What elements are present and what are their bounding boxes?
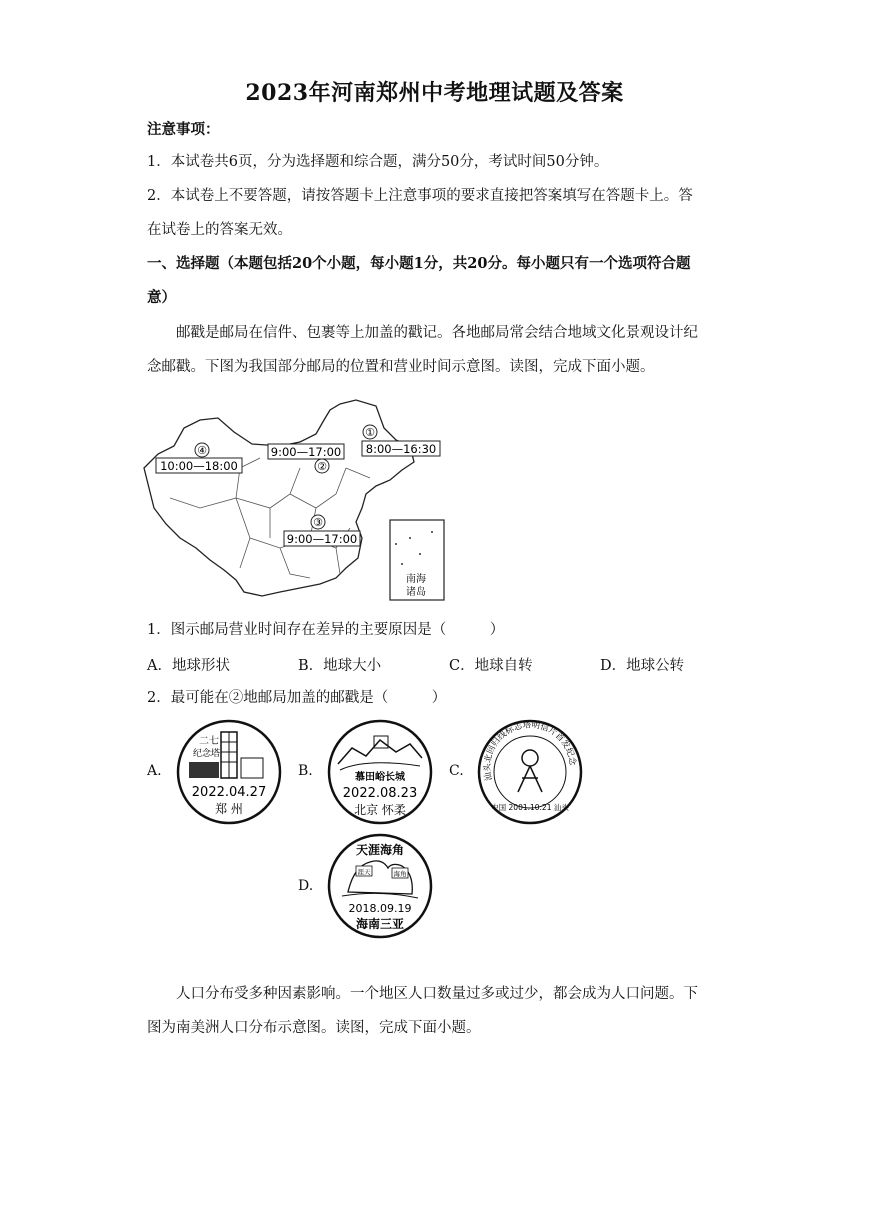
q1-option-a: A．地球形状 — [147, 658, 230, 674]
point-4-time: 10:00—18:00 — [160, 459, 238, 473]
inset-label-b: 诸岛 — [406, 587, 426, 598]
stamp-c-bottom: 中国 2001.10.21 汕头 — [491, 803, 569, 812]
stamp-b — [326, 718, 434, 826]
notice-item-1: 1．本试卷共6页，分为选择题和综合题，满分50分，考试时间50分钟。 — [147, 154, 609, 170]
notice-item-2b: 在试卷上的答案无效。 — [147, 222, 292, 238]
q1-option-c: C．地球自转 — [449, 658, 533, 674]
page-title: 2023年河南郑州中考地理试题及答案 — [245, 80, 624, 106]
section1-heading-b: 意） — [147, 289, 176, 306]
point-2-marker: ② — [317, 460, 327, 473]
notice-item-2a: 2．本试卷上不要答题，请按答题卡上注意事项的要求直接把答案填写在答题卡上。答 — [147, 188, 693, 204]
stamp-c-ring: 汕头北回归线标志塔明信片首发纪念 — [482, 720, 578, 782]
stamp-d-left: 涯天 — [357, 868, 371, 876]
point-1-marker: ① — [365, 426, 375, 439]
q2-label-a: A. — [147, 763, 162, 779]
stamp-a-place: 郑 州 — [215, 802, 243, 816]
stamp-d-place: 海南三亚 — [355, 917, 405, 931]
stamp-b-date: 2022.08.23 — [342, 786, 418, 801]
intro1-line1: 邮戳是邮局在信件、包裹等上加盖的戳记。各地邮局常会结合地域文化景观设计纪 — [176, 325, 698, 341]
inset-label-a: 南海 — [406, 574, 426, 585]
q1-option-d: D．地球公转 — [600, 658, 685, 674]
stamp-d — [326, 832, 434, 940]
section1-heading-a: 一、选择题（本题包括20个小题，每小题1分，共20分。每小题只有一个选项符合题 — [147, 255, 691, 272]
stamp-b-name: 慕田峪长城 — [355, 772, 405, 783]
point-3-marker: ③ — [313, 516, 323, 529]
point-4-marker: ④ — [197, 444, 207, 457]
stamp-d-date: 2018.09.19 — [348, 902, 412, 915]
stamp-d-top: 天涯海角 — [355, 843, 405, 857]
q1-option-b: B．地球大小 — [298, 658, 382, 674]
stamp-a — [175, 718, 283, 826]
q2-stem: 2．最可能在②地邮局加盖的邮戳是（ ） — [147, 690, 447, 706]
stamp-a-top: 二七 — [199, 736, 219, 747]
notice-heading: 注意事项： — [147, 121, 220, 138]
intro2-line1: 人口分布受多种因素影响。一个地区人口数量过多或过少，都会成为人口问题。下 — [176, 986, 698, 1002]
stamp-a-top2: 纪念塔 — [193, 749, 221, 759]
stamp-d-right: 海角 — [393, 870, 407, 878]
q2-label-b: B. — [298, 763, 313, 779]
q2-label-c: C. — [449, 763, 464, 779]
point-1-time: 8:00—16:30 — [365, 442, 437, 456]
q1-stem: 1．图示邮局营业时间存在差异的主要原因是（ ） — [147, 622, 505, 638]
q2-label-d: D. — [298, 878, 314, 894]
china-map — [140, 398, 460, 608]
intro1-line2: 念邮戳。下图为我国部分邮局的位置和营业时间示意图。读图，完成下面小题。 — [147, 359, 655, 375]
stamp-a-date: 2022.04.27 — [191, 785, 267, 800]
point-3-time: 9:00—17:00 — [286, 532, 358, 546]
stamp-b-place: 北京 怀柔 — [354, 803, 406, 817]
stamp-c — [476, 718, 584, 826]
intro2-line2: 图为南美洲人口分布示意图。读图，完成下面小题。 — [147, 1020, 481, 1036]
point-2-time: 9:00—17:00 — [270, 445, 342, 459]
